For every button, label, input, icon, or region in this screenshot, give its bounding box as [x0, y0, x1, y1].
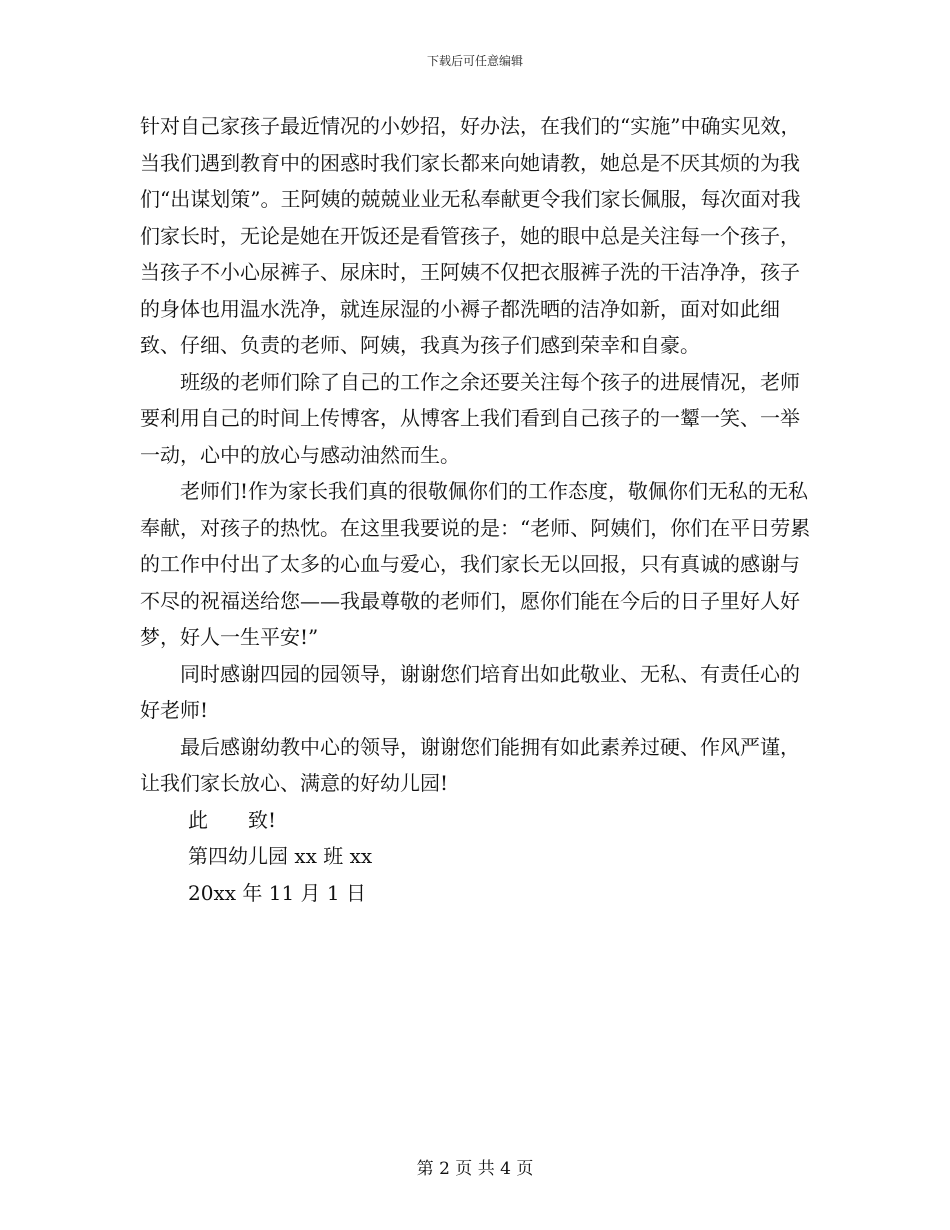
- closing-date: 20xx 年 11 月 1 日: [188, 880, 366, 905]
- page-number: 第 2 页 共 4 页: [416, 1159, 534, 1179]
- paragraph-continuation: 针对自己家孩子最近情况的小妙招，好办法，在我们的“实施”中确实见效，当我们遇到教育中的困惑时我们家长都来向她请教，她总是不厌其烦的为我们“出谋划策”。王阿姨的兢兢业业无私奉献更令我们家长佩服，每次面对我们家长时，无论是她在开饭还是看管孩子，她的眼中总是关注每一个孩子，当孩子不小心尿裤子、尿床时，王阿姨不仅把衣服裤子洗的干洁净净，孩子的身体也用温水洗净，就连尿湿的小褥子都洗晒的洁净如新，面对如此细致、仔细、负责的老师、阿姨，我真为孩子们感到荣幸和自豪。: [140, 114, 801, 357]
- closing-signature: 第四幼儿园 xx 班 xx: [188, 844, 373, 868]
- page-header-note: 下载后可任意编辑: [426, 54, 523, 68]
- letter-body: [140, 108, 812, 911]
- closing-salutation: 此 致!: [188, 807, 277, 832]
- paragraph-leaders-thanks: 同时感谢四园的园领导，谢谢您们培育出如此敬业、无私、有责任心的好老师!: [140, 661, 800, 722]
- paragraph-gratitude: 老师们!作为家长我们真的很敬佩你们的工作态度，敬佩你们无私的无私奉献，对孩子的热忱。在这里我要说的是：“老师、阿姨们，你们在平日劳累的工作中付出了太多的心血与爱心，我们家长无以回报，只有真诚的感谢与不尽的祝福送给您——我最尊敬的老师们，愿你们能在今后的日子里好人好梦，好人一生平安!”: [140, 479, 811, 649]
- paragraph-center-thanks: 最后感谢幼教中心的领导，谢谢您们能拥有如此素养过硬、作风严谨，让我们家长放心、满意的好幼儿园!: [140, 734, 800, 795]
- paragraph-blog: 班级的老师们除了自己的工作之余还要关注每个孩子的进展情况，老师要利用自己的时间上传博客，从博客上我们看到自己孩子的一颦一笑、一举一动，心中的放心与感动油然而生。: [140, 369, 800, 467]
